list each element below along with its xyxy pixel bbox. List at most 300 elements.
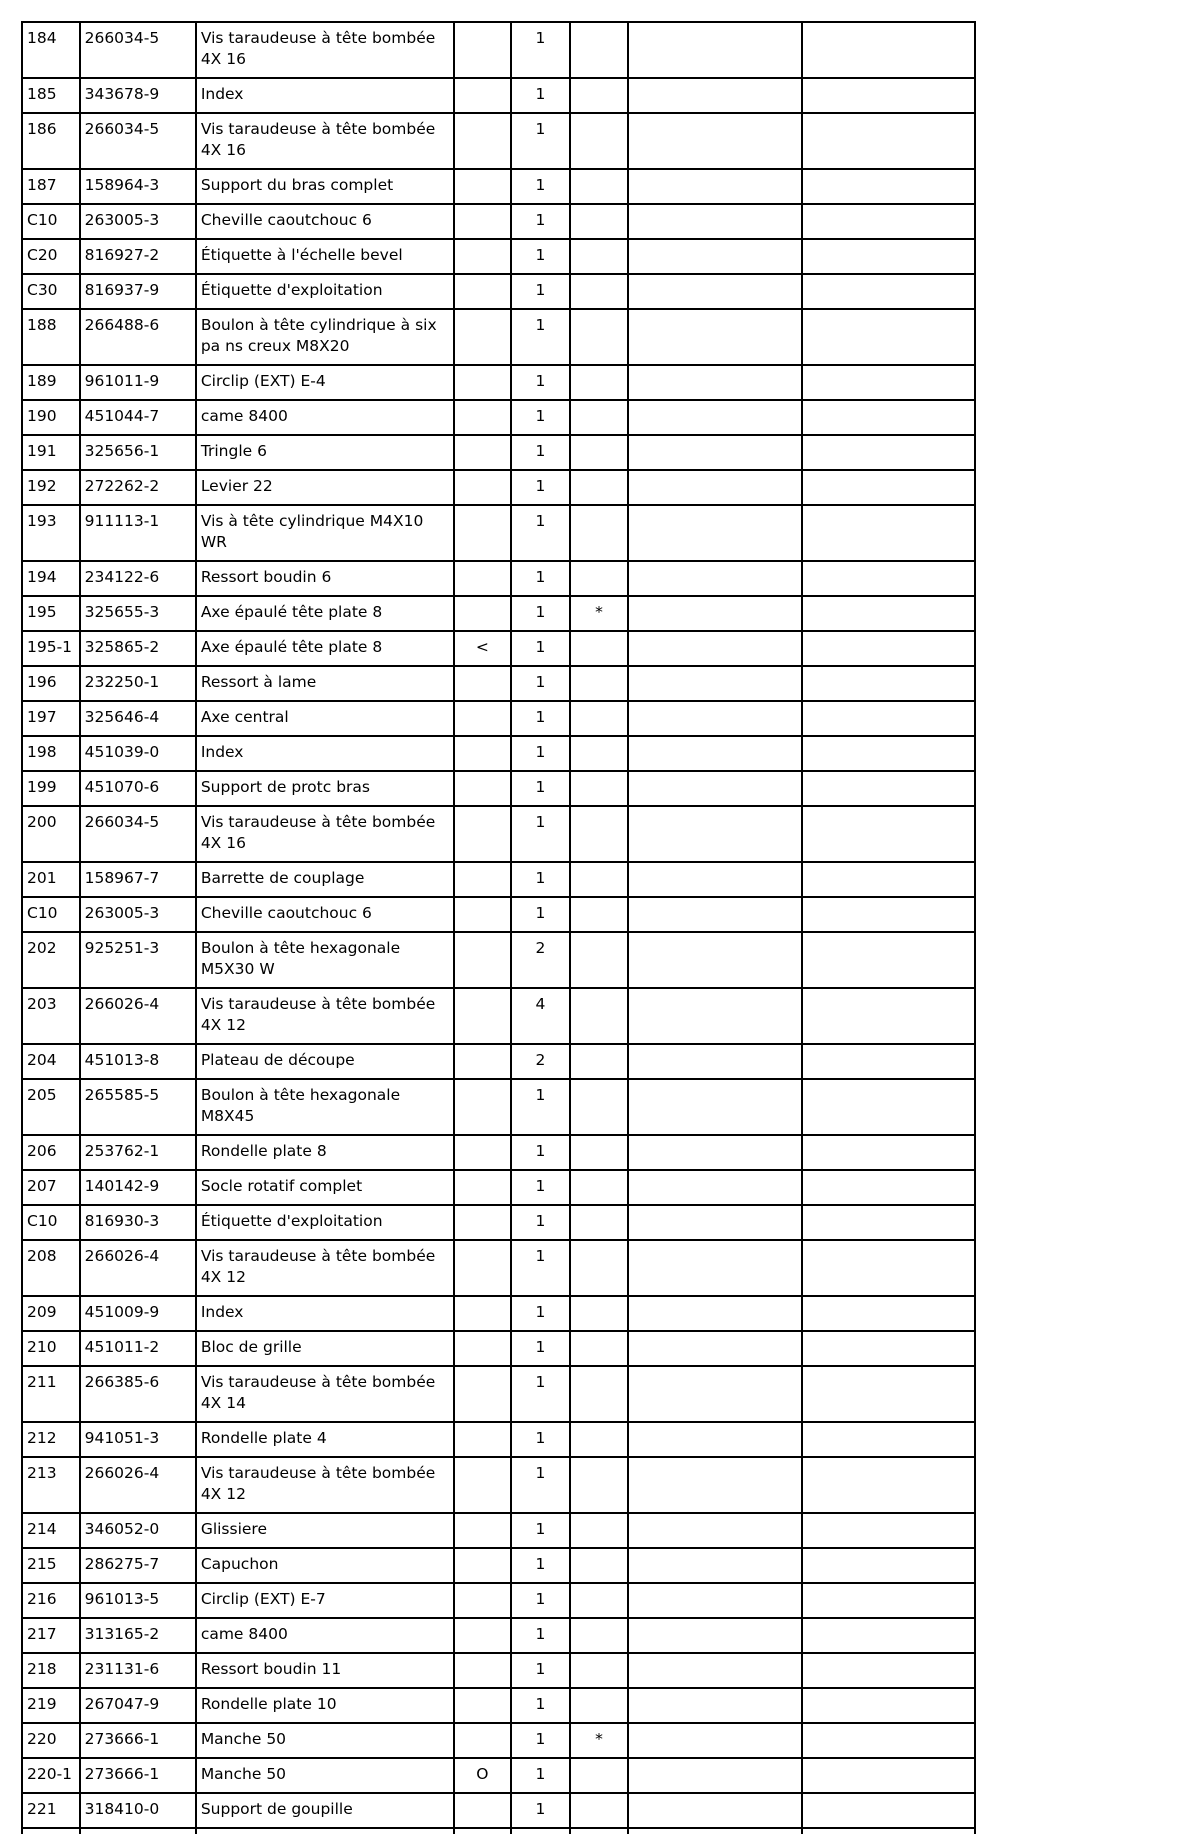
part-number-cell: 318410-0 [80,1793,196,1828]
item-number-cell: 193 [22,505,80,561]
item-number-cell: 200 [22,806,80,862]
blank-cell [628,204,802,239]
blank-cell [628,666,802,701]
blank-cell [628,1170,802,1205]
part-number-cell: 451013-8 [80,1044,196,1079]
quantity-cell: 1 [511,1135,570,1170]
description-cell: Cheville caoutchouc 6 [196,897,454,932]
description-cell: Vis taraudeuse à tête bombée 4X 16 [196,22,454,78]
description-cell: Support de protc bras [196,771,454,806]
blank-cell [802,1548,975,1583]
blank-cell [802,470,975,505]
item-number-cell: C20 [22,239,80,274]
blank-cell [628,365,802,400]
description-cell: Bloc de grille [196,1331,454,1366]
table-row [22,1170,975,1205]
blank-cell [802,862,975,897]
description-cell: Étiquette d'exploitation [196,274,454,309]
change-code-cell [454,470,512,505]
item-number-cell: 220 [22,1723,80,1758]
table-row [22,988,975,1044]
part-number-cell: 140142-9 [80,1170,196,1205]
part-number-cell: 266385-6 [80,1366,196,1422]
change-code-cell [454,1135,512,1170]
table-row [22,1548,975,1583]
item-number-cell: 201 [22,862,80,897]
quantity-cell: 1 [511,22,570,78]
note-mark-cell [570,1548,629,1583]
quantity-cell: 1 [511,701,570,736]
part-number-cell: 346052-0 [80,1513,196,1548]
note-mark-cell [570,1758,629,1793]
change-code-cell [454,932,512,988]
blank-cell [802,631,975,666]
change-code-cell [454,736,512,771]
note-mark-cell [570,22,629,78]
description-cell: Circlip (EXT) E-4 [196,365,454,400]
note-mark-cell [570,1618,629,1653]
blank-cell [802,1513,975,1548]
item-number-cell: C10 [22,1205,80,1240]
description-cell: Manche 50 [196,1723,454,1758]
description-cell: Support du bras complet [196,169,454,204]
item-number-cell: 207 [22,1170,80,1205]
item-number-cell: 206 [22,1135,80,1170]
table-row [22,736,975,771]
description-cell: Boulon à tête hexagonale M8X45 [196,1079,454,1135]
blank-cell [802,596,975,631]
item-number-cell: 188 [22,309,80,365]
stub-cell [511,1828,570,1834]
blank-cell [802,365,975,400]
part-number-cell: 925251-3 [80,932,196,988]
item-number-cell: 195 [22,596,80,631]
blank-cell [802,1422,975,1457]
part-number-cell: 941051-3 [80,1422,196,1457]
description-cell: Vis taraudeuse à tête bombée 4X 16 [196,113,454,169]
blank-cell [628,596,802,631]
item-number-cell: 190 [22,400,80,435]
part-number-cell: 451070-6 [80,771,196,806]
blank-cell [802,400,975,435]
table-row [22,806,975,862]
stub-cell [196,1828,454,1834]
description-cell: Vis taraudeuse à tête bombée 4X 12 [196,1240,454,1296]
item-number-cell: 217 [22,1618,80,1653]
table-row [22,1296,975,1331]
quantity-cell: 1 [511,596,570,631]
item-number-cell: 216 [22,1583,80,1618]
note-mark-cell [570,631,629,666]
description-cell: Ressort à lame [196,666,454,701]
blank-cell [628,1079,802,1135]
blank-cell [802,204,975,239]
description-cell: Tringle 6 [196,435,454,470]
part-number-cell: 272262-2 [80,470,196,505]
note-mark-cell [570,666,629,701]
item-number-cell: 199 [22,771,80,806]
blank-cell [628,1723,802,1758]
item-number-cell: 187 [22,169,80,204]
table-row [22,1205,975,1240]
change-code-cell [454,1457,512,1513]
blank-cell [628,862,802,897]
blank-cell [628,309,802,365]
quantity-cell: 1 [511,561,570,596]
item-number-cell: 186 [22,113,80,169]
part-number-cell: 266034-5 [80,806,196,862]
change-code-cell [454,1513,512,1548]
blank-cell [802,1723,975,1758]
blank-cell [802,561,975,596]
part-number-cell: 263005-3 [80,897,196,932]
blank-cell [802,806,975,862]
quantity-cell: 1 [511,1296,570,1331]
change-code-cell [454,806,512,862]
note-mark-cell [570,561,629,596]
table-row [22,1366,975,1422]
item-number-cell: 202 [22,932,80,988]
note-mark-cell [570,1793,629,1828]
change-code-cell [454,561,512,596]
blank-cell [628,806,802,862]
blank-cell [628,1205,802,1240]
part-number-cell: 253762-1 [80,1135,196,1170]
quantity-cell: 1 [511,806,570,862]
blank-cell [628,505,802,561]
note-mark-cell [570,505,629,561]
change-code-cell [454,1170,512,1205]
note-mark-cell [570,1422,629,1457]
quantity-cell: 1 [511,1331,570,1366]
part-number-cell: 266026-4 [80,1457,196,1513]
description-cell: Socle rotatif complet [196,1170,454,1205]
description-cell: Glissiere [196,1513,454,1548]
table-row [22,771,975,806]
parts-table-body [22,21,975,1834]
note-mark-cell [570,1296,629,1331]
part-number-cell: 265585-5 [80,1079,196,1135]
item-number-cell: 221 [22,1793,80,1828]
table-row [22,400,975,435]
blank-cell [628,400,802,435]
description-cell: Index [196,736,454,771]
blank-cell [802,1205,975,1240]
table-row [22,435,975,470]
table-row [22,365,975,400]
blank-cell [628,988,802,1044]
part-number-cell: 273666-1 [80,1723,196,1758]
blank-cell [628,1044,802,1079]
blank-cell [802,1758,975,1793]
change-code-cell: < [454,631,512,666]
blank-cell [802,169,975,204]
table-row [22,239,975,274]
part-number-cell: 451011-2 [80,1331,196,1366]
note-mark-cell: * [570,1723,629,1758]
description-cell: Capuchon [196,1548,454,1583]
quantity-cell: 1 [511,666,570,701]
blank-cell [802,1793,975,1828]
blank-cell [802,701,975,736]
description-cell: Boulon à tête hexagonale M5X30 W [196,932,454,988]
note-mark-cell [570,1079,629,1135]
table-row [22,1079,975,1135]
quantity-cell: 1 [511,1618,570,1653]
blank-cell [802,435,975,470]
part-number-cell: 266034-5 [80,113,196,169]
description-cell: Barrette de couplage [196,862,454,897]
blank-cell [628,701,802,736]
description-cell: Levier 22 [196,470,454,505]
note-mark-cell [570,274,629,309]
item-number-cell: C30 [22,274,80,309]
blank-cell [802,1331,975,1366]
change-code-cell [454,1422,512,1457]
item-number-cell: 211 [22,1366,80,1422]
quantity-cell: 1 [511,1548,570,1583]
quantity-cell: 1 [511,204,570,239]
item-number-cell: 219 [22,1688,80,1723]
quantity-cell: 1 [511,1170,570,1205]
part-number-cell: 266488-6 [80,309,196,365]
blank-cell [802,1366,975,1422]
blank-cell [628,1366,802,1422]
table-row [22,1793,975,1828]
change-code-cell [454,1296,512,1331]
part-number-cell: 325655-3 [80,596,196,631]
change-code-cell [454,22,512,78]
description-cell: Vis taraudeuse à tête bombée 4X 12 [196,988,454,1044]
blank-cell [628,1758,802,1793]
part-number-cell: 911113-1 [80,505,196,561]
table-row [22,505,975,561]
blank-cell [628,1457,802,1513]
description-cell: Ressort boudin 6 [196,561,454,596]
quantity-cell: 1 [511,1583,570,1618]
item-number-cell: 208 [22,1240,80,1296]
note-mark-cell [570,1240,629,1296]
stub-cell [802,1828,975,1834]
quantity-cell: 4 [511,988,570,1044]
part-number-cell: 266026-4 [80,988,196,1044]
part-number-cell: 816937-9 [80,274,196,309]
part-number-cell: 816930-3 [80,1205,196,1240]
part-number-cell: 451039-0 [80,736,196,771]
blank-cell [802,1296,975,1331]
change-code-cell [454,435,512,470]
part-number-cell: 267047-9 [80,1688,196,1723]
quantity-cell: 1 [511,897,570,932]
description-cell: Rondelle plate 8 [196,1135,454,1170]
change-code-cell [454,274,512,309]
quantity-cell: 1 [511,1205,570,1240]
table-continuation-bottom [22,1828,975,1834]
change-code-cell [454,1240,512,1296]
quantity-cell: 1 [511,1653,570,1688]
item-number-cell: 192 [22,470,80,505]
part-number-cell: 232250-1 [80,666,196,701]
table-row [22,1422,975,1457]
note-mark-cell [570,113,629,169]
change-code-cell [454,113,512,169]
note-mark-cell [570,309,629,365]
change-code-cell [454,309,512,365]
stub-cell [22,1828,80,1834]
part-number-cell: 266026-4 [80,1240,196,1296]
blank-cell [628,169,802,204]
blank-cell [628,22,802,78]
change-code-cell [454,1205,512,1240]
quantity-cell: 1 [511,169,570,204]
item-number-cell: 203 [22,988,80,1044]
description-cell: Vis à tête cylindrique M4X10 WR [196,505,454,561]
blank-cell [802,1135,975,1170]
blank-cell [628,1793,802,1828]
part-number-cell: 961011-9 [80,365,196,400]
change-code-cell [454,505,512,561]
quantity-cell: 1 [511,435,570,470]
quantity-cell: 1 [511,505,570,561]
change-code-cell [454,1583,512,1618]
change-code-cell [454,78,512,113]
item-number-cell: 194 [22,561,80,596]
part-number-cell: 451044-7 [80,400,196,435]
blank-cell [628,239,802,274]
blank-cell [628,1618,802,1653]
blank-cell [628,897,802,932]
table-row [22,1135,975,1170]
change-code-cell [454,988,512,1044]
quantity-cell: 1 [511,113,570,169]
blank-cell [802,1583,975,1618]
description-cell: Axe épaulé tête plate 8 [196,596,454,631]
quantity-cell: 1 [511,274,570,309]
part-number-cell: 961013-5 [80,1583,196,1618]
item-number-cell: 205 [22,1079,80,1135]
blank-cell [802,988,975,1044]
blank-cell [802,22,975,78]
blank-cell [628,1688,802,1723]
table-row [22,862,975,897]
change-code-cell [454,1079,512,1135]
table-row [22,274,975,309]
part-number-cell: 234122-6 [80,561,196,596]
table-row [22,204,975,239]
note-mark-cell [570,1044,629,1079]
item-number-cell: 191 [22,435,80,470]
part-number-cell: 451009-9 [80,1296,196,1331]
table-row [22,1723,975,1758]
quantity-cell: 1 [511,1688,570,1723]
description-cell: Vis taraudeuse à tête bombée 4X 14 [196,1366,454,1422]
quantity-cell: 1 [511,239,570,274]
description-cell: came 8400 [196,400,454,435]
blank-cell [628,771,802,806]
item-number-cell: C10 [22,897,80,932]
description-cell: Axe central [196,701,454,736]
blank-cell [628,470,802,505]
blank-cell [802,932,975,988]
change-code-cell [454,862,512,897]
table-row [22,666,975,701]
stub-cell [628,1828,802,1834]
change-code-cell [454,1618,512,1653]
part-number-cell: 263005-3 [80,204,196,239]
blank-cell [802,736,975,771]
change-code-cell [454,204,512,239]
description-cell: Rondelle plate 4 [196,1422,454,1457]
table-row [22,561,975,596]
note-mark-cell [570,1205,629,1240]
note-mark-cell [570,1170,629,1205]
quantity-cell: 1 [511,309,570,365]
note-mark-cell [570,806,629,862]
change-code-cell [454,771,512,806]
quantity-cell: 1 [511,78,570,113]
table-row [22,1688,975,1723]
blank-cell [802,274,975,309]
table-row [22,1583,975,1618]
part-number-cell: 343678-9 [80,78,196,113]
description-cell: Index [196,78,454,113]
change-code-cell [454,1688,512,1723]
part-number-cell: 325646-4 [80,701,196,736]
note-mark-cell [570,470,629,505]
table-row [22,113,975,169]
note-mark-cell [570,1513,629,1548]
note-mark-cell [570,1331,629,1366]
change-code-cell [454,239,512,274]
quantity-cell: 1 [511,862,570,897]
description-cell: Cheville caoutchouc 6 [196,204,454,239]
description-cell: Index [196,1296,454,1331]
quantity-cell: 1 [511,1758,570,1793]
description-cell: Vis taraudeuse à tête bombée 4X 12 [196,1457,454,1513]
table-row [22,1513,975,1548]
blank-cell [628,1240,802,1296]
part-number-cell: 286275-7 [80,1548,196,1583]
blank-cell [628,113,802,169]
table-row [22,596,975,631]
blank-cell [802,113,975,169]
blank-cell [628,1548,802,1583]
blank-cell [628,1422,802,1457]
blank-cell [802,897,975,932]
quantity-cell: 1 [511,1240,570,1296]
note-mark-cell [570,1457,629,1513]
blank-cell [802,78,975,113]
note-mark-cell [570,736,629,771]
quantity-cell: 1 [511,771,570,806]
change-code-cell [454,1331,512,1366]
table-row [22,470,975,505]
blank-cell [802,239,975,274]
table-row [22,631,975,666]
blank-cell [802,1240,975,1296]
blank-cell [802,1618,975,1653]
blank-cell [628,1296,802,1331]
blank-cell [628,561,802,596]
table-row [22,78,975,113]
note-mark-cell [570,897,629,932]
note-mark-cell [570,701,629,736]
part-number-cell: 325865-2 [80,631,196,666]
note-mark-cell [570,78,629,113]
note-mark-cell [570,1583,629,1618]
description-cell: Rondelle plate 10 [196,1688,454,1723]
description-cell: Plateau de découpe [196,1044,454,1079]
